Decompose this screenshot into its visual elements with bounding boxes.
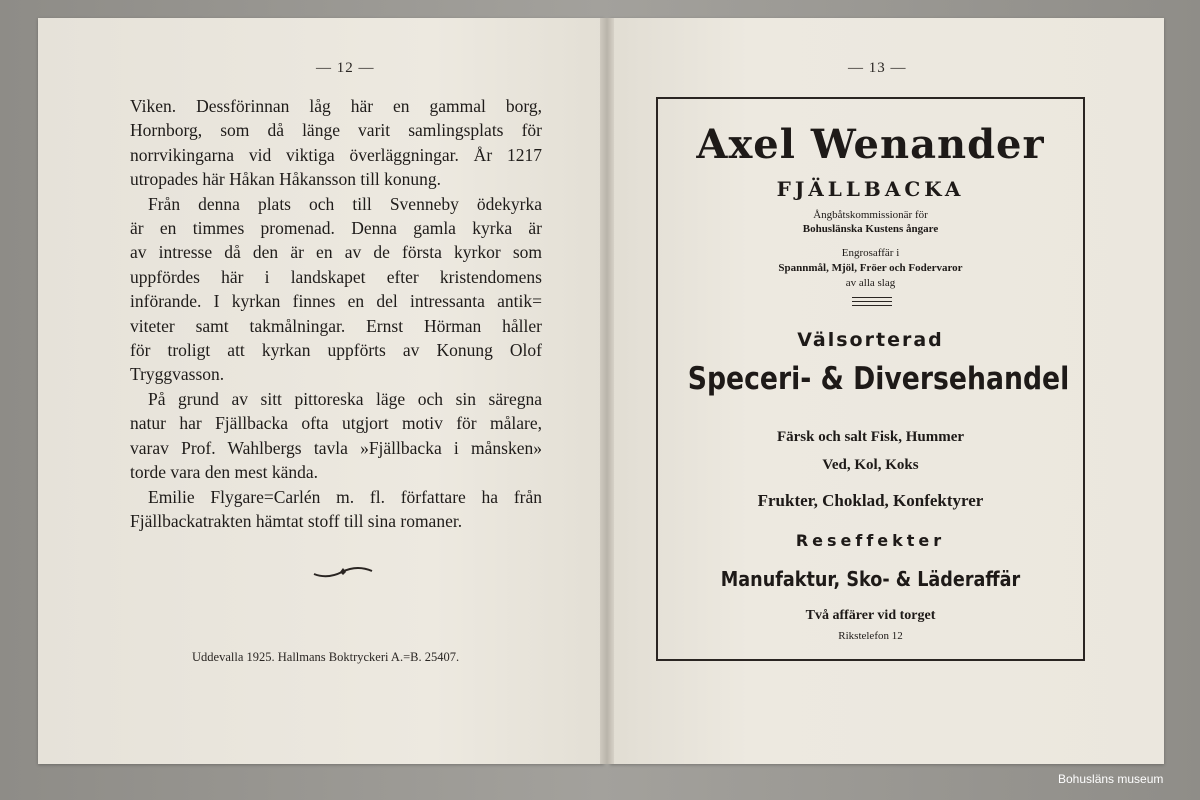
text-line: Emilie Flygare=Carlén m. fl. författare ha från [148, 486, 542, 507]
museum-watermark: Bohusläns museum [1058, 772, 1164, 786]
fuel-line: Ved, Kol, Koks [822, 457, 919, 473]
book-gutter [600, 18, 614, 764]
wholesale-line: av alla slag [845, 277, 896, 289]
left-page-body-text [130, 94, 542, 533]
textiles-heading: Manufaktur, Sko- & Läderaffär [720, 567, 1021, 591]
text-line: av intresse då den är en av de första kyrkor som [130, 242, 542, 263]
fish-line: Färsk och salt Fisk, Hummer [776, 429, 965, 445]
page-number-right: — 13 — [848, 60, 907, 76]
text-line: På grund av sitt pittoreska läge och sin säregna [148, 388, 542, 409]
printer-imprint: Uddevalla 1925. Hallmans Boktryckeri A.=B. 25407. [192, 650, 460, 664]
travel-goods-heading: Reseffekter [795, 531, 946, 550]
store-heading: Speceri- & Diversehandel [687, 361, 1070, 397]
ornament-icon [312, 562, 374, 582]
text-line: Fjällbackatrakten hämtat stoff till sina romaner. [130, 510, 463, 531]
text-line: torde vara den mest kända. [130, 462, 319, 483]
divider [852, 301, 892, 302]
text-line: är en timmes promenad. Denna gamla kyrka är [130, 218, 542, 239]
text-line: natur har Fjällbacka ofta utgjort motiv för målare, [130, 413, 542, 434]
text-line: för troligt att kyrkan uppförts av Konung Olof [130, 340, 542, 361]
wholesale-line: Engrosaffär i [841, 247, 900, 259]
text-line: Hornborg, som då länge varit samlingsplats för [130, 120, 542, 141]
text-line: Tryggvasson. [130, 364, 225, 385]
agent-line: Bohuslänska Kustens ångare [802, 223, 939, 235]
text-line: norrvikingarna vid viktiga överläggningar. År 1217 [130, 144, 542, 165]
text-line: uppfördes här i landskapet efter kristendomens [130, 266, 542, 287]
assorted-heading: Välsorterad [797, 329, 944, 351]
text-line: varav Prof. Wahlbergs tavla »Fjällbacka i månsken» [130, 437, 542, 458]
text-line: utropades här Håkan Håkansson till konung. [130, 169, 442, 190]
advertiser-town: FJÄLLBACKA [776, 177, 965, 201]
wholesale-line: Spannmål, Mjöl, Fröer och Fodervaror [778, 262, 963, 274]
advertisement [656, 97, 1085, 661]
advertiser-name: Axel Wenander [696, 121, 1045, 168]
text-line: Från denna plats och till Svenneby ödekyrka [148, 193, 542, 214]
text-line: Viken. Dessförinnan låg här en gammal borg, [130, 96, 542, 116]
phone-line: Rikstelefon 12 [838, 630, 903, 642]
text-line: införande. I kyrkan finnes en del intressanta antik= [130, 291, 542, 312]
divider [852, 305, 892, 306]
agent-line: Ångbåtskommissionär för [813, 209, 928, 221]
page-number-left: — 12 — [316, 60, 375, 76]
sweets-line: Frukter, Choklad, Konfektyrer [757, 491, 984, 510]
text-line: viteter samt takmålningar. Ernst Hörman håller [130, 315, 542, 336]
shops-line: Två affärer vid torget [805, 608, 936, 623]
divider [852, 297, 892, 298]
